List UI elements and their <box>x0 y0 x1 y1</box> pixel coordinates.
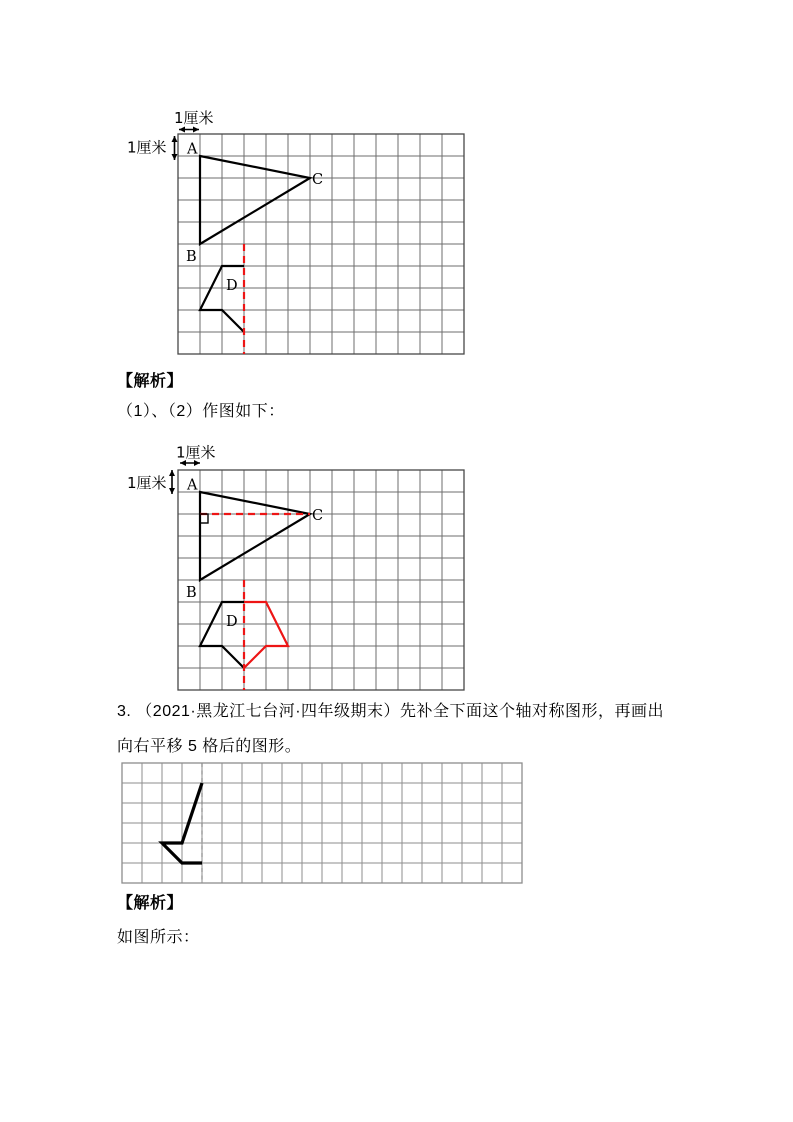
question3-text-line1: 3. （2021·黑龙江七台河·四年级期末）先补全下面这个轴对称图形，再画出 <box>117 703 665 720</box>
h-scale-label: 1厘米 <box>174 109 214 127</box>
vertex-label-a: A <box>187 141 198 158</box>
vertex-label-c: C <box>312 508 324 524</box>
vertex-label-c: C <box>312 172 324 188</box>
question3-text-line2: 向右平移 5 格后的图形。 <box>117 738 302 755</box>
right-angle-mark <box>200 514 208 523</box>
shape-label-d: D <box>226 278 238 294</box>
vertical-scale-arrow-head <box>169 488 175 494</box>
v-scale-label: 1厘米 <box>127 138 167 157</box>
figure-answer2-grid <box>115 436 475 696</box>
horizontal-scale-arrow-head <box>193 127 199 133</box>
analysis-header-1: 【解析】 <box>117 373 184 390</box>
answer1-intro: （1）、（2）作图如下： <box>117 403 285 420</box>
vertex-label-b: B <box>186 249 197 265</box>
vertex-label-b: B <box>186 585 197 601</box>
horizontal-scale-arrow-head <box>179 127 185 133</box>
shape-label-d: D <box>226 614 238 630</box>
vertical-scale-arrow-head <box>172 154 178 160</box>
analysis-header-3: 【解析】 <box>117 895 184 912</box>
figure-question3-grid <box>115 756 535 890</box>
vertical-scale-arrow-head <box>172 136 178 142</box>
h-scale-label: 1厘米 <box>176 443 216 462</box>
v-scale-label: 1厘米 <box>127 474 167 492</box>
answer3-intro: 如图所示： <box>117 929 200 946</box>
vertex-label-a: A <box>187 477 198 494</box>
vertical-scale-arrow-head <box>169 470 175 476</box>
figure-question2-grid <box>115 102 475 360</box>
